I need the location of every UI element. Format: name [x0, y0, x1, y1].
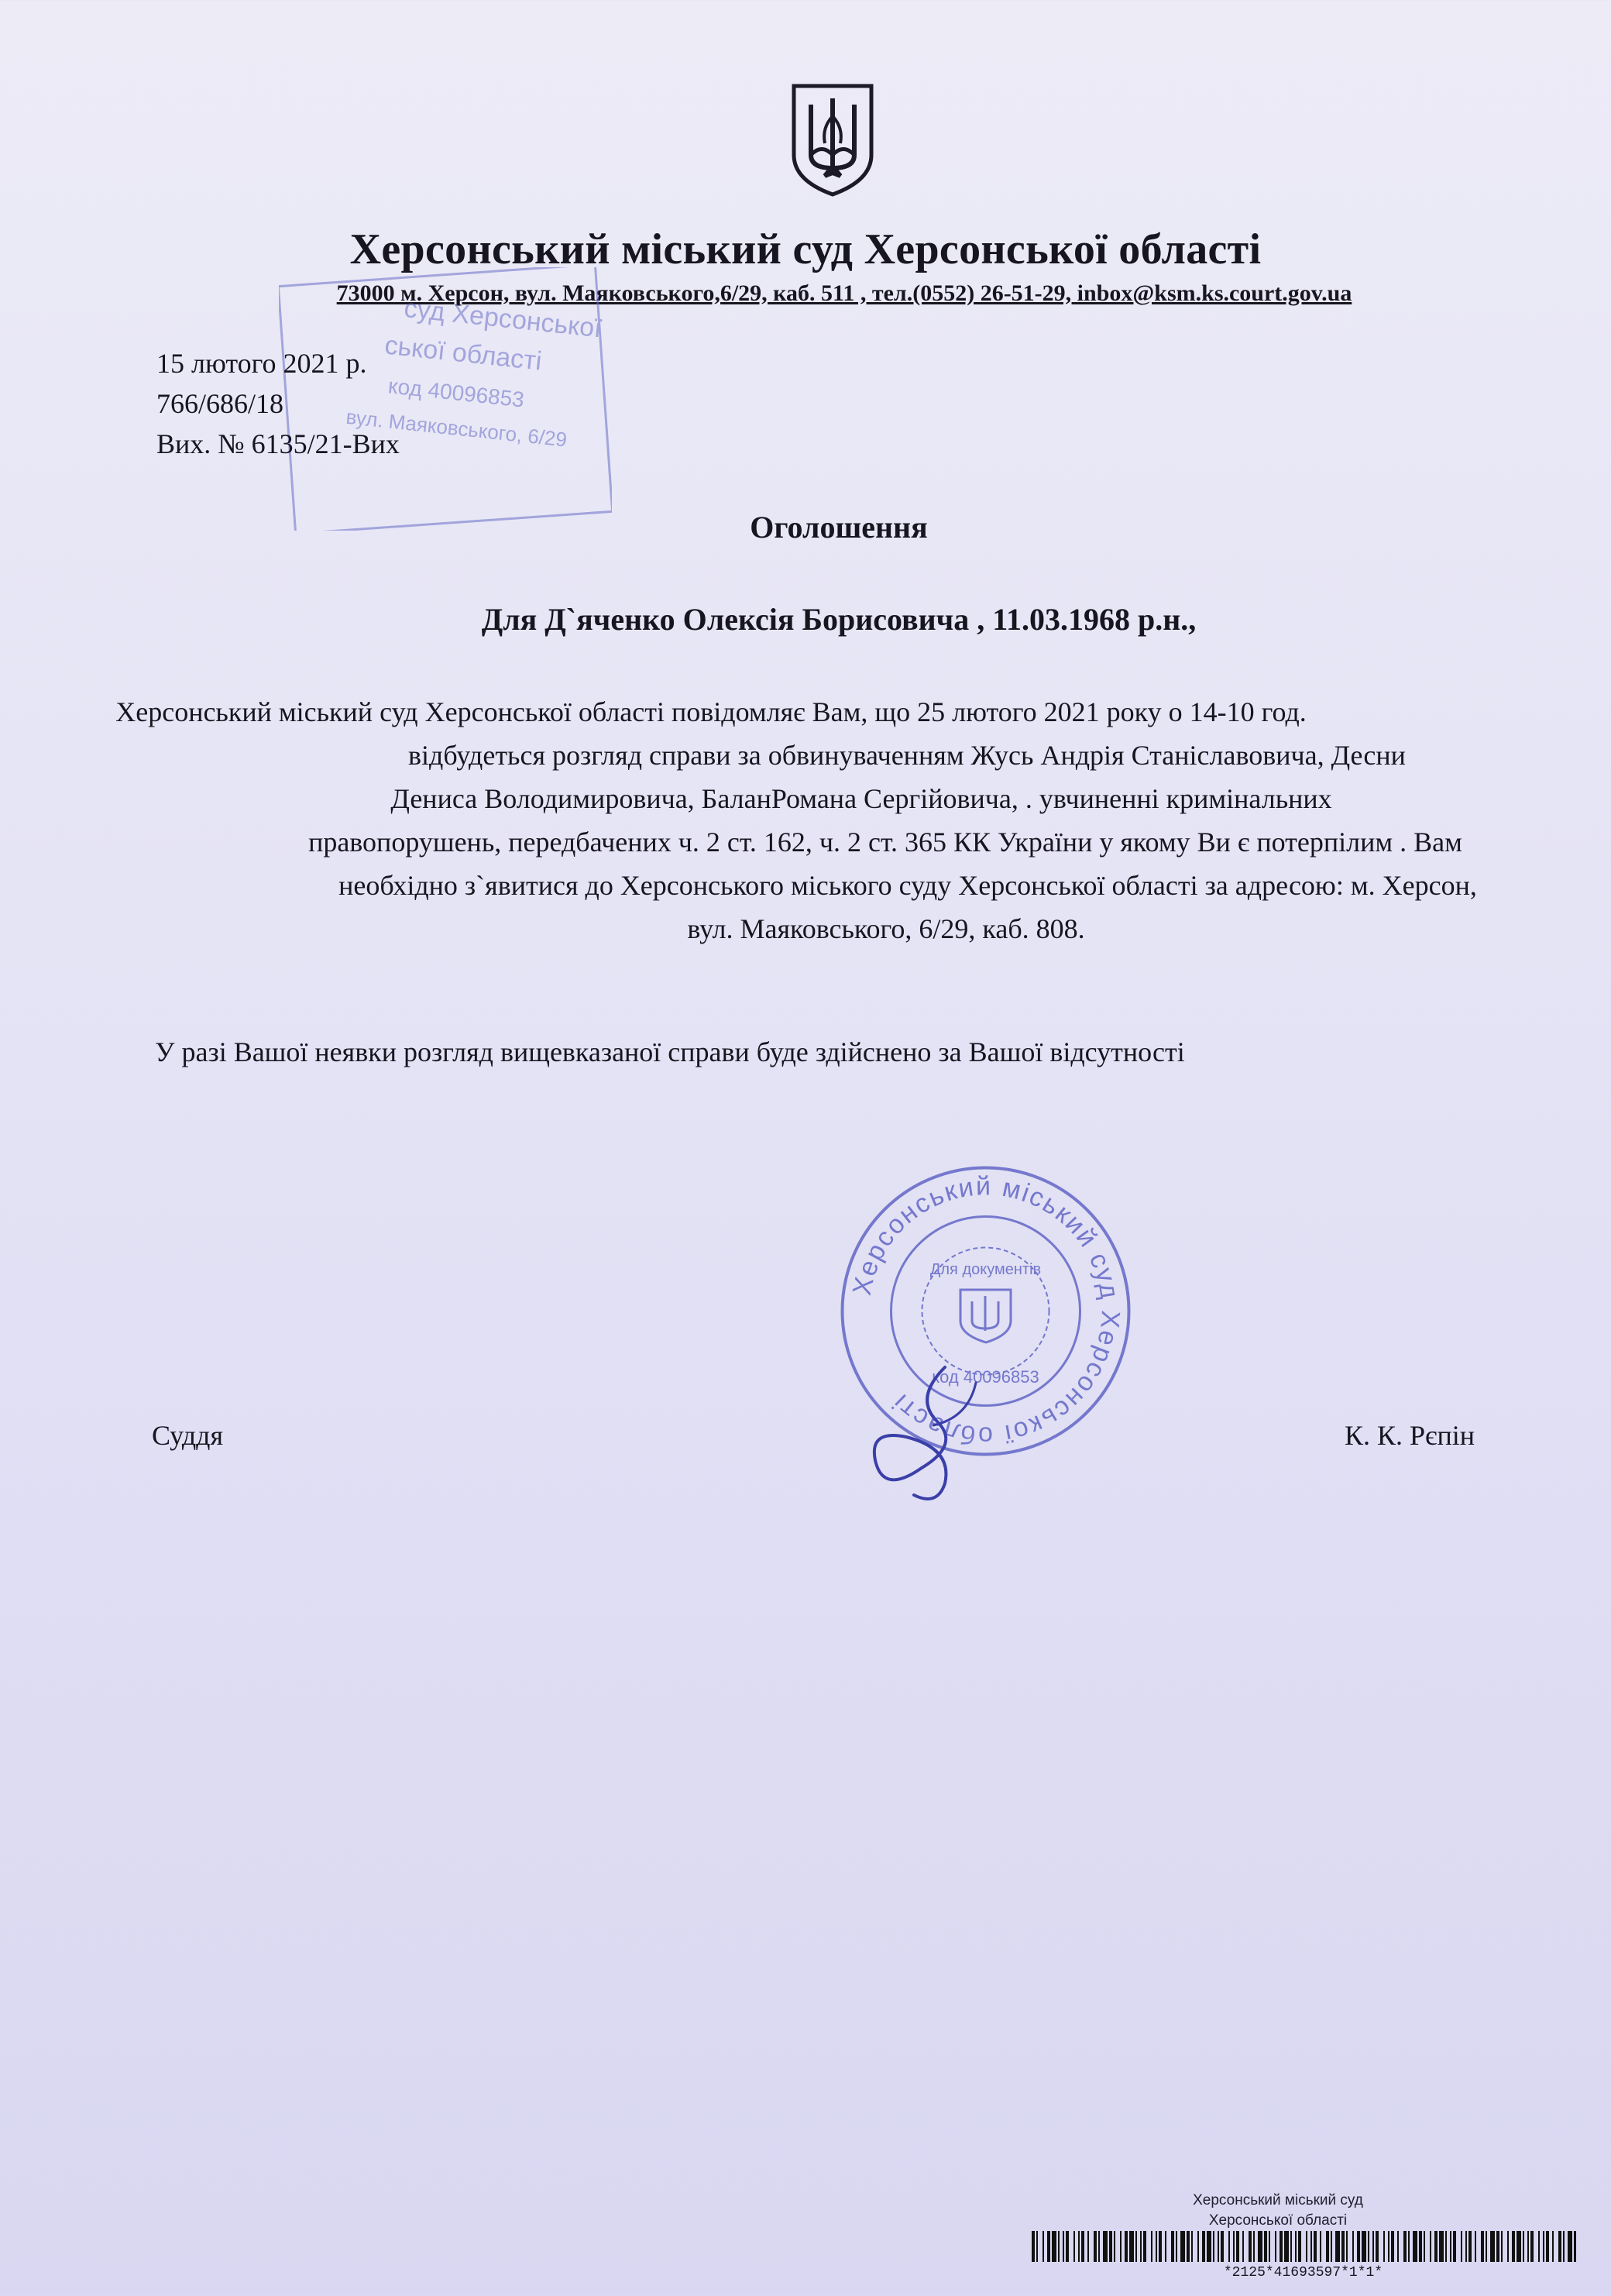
judge-signature [860, 1352, 1015, 1507]
footer-court-line-1: Херсонський міський суд [1193, 2192, 1363, 2208]
stamp-square-line-2: ської області [383, 330, 544, 376]
seal-code-text: код 40096853 [932, 1367, 1039, 1387]
court-address: 73000 м. Херсон, вул. Маяковського,6/29, каб. 511 , тел.(0552) 26-51-29, inbox@ksm.ks.court.gov.ua [336, 280, 1352, 306]
stamp-square-line-3: код 40096853 [386, 373, 526, 412]
body-line-1: Херсонський міський суд Херсонської області повідомляє Вам, що 25 лютого 2021 року о 14-10 год. [115, 696, 1307, 727]
judge-name: К. К. Рєпін [1345, 1420, 1475, 1451]
seal-inner-text: Для документів [929, 1261, 1042, 1278]
court-name: Херсонський міський суд Херсонської області [349, 225, 1262, 273]
document-date: 15 лютого 2021 р. [156, 348, 367, 379]
body-line-3: Дениса Володимировича, БаланРомана Сергійовича, . увчиненні кримінальних [390, 783, 1332, 814]
stamp-square-line-4: вул. Маяковського, 6/29 [345, 404, 568, 452]
document-barcode [1030, 2231, 1576, 2262]
stamp-square-line-1: суд Херсонської [402, 293, 603, 344]
body-line-2: відбудеться розгляд справи за обвинуваченням Жусь Андрія Станіславовича, Десни [408, 740, 1406, 771]
judge-role-label: Суддя [152, 1420, 224, 1451]
addressee: Для Д`яченко Олексія Борисовича , 11.03.1968 р.н., [481, 602, 1197, 637]
body-line-6: вул. Маяковського, 6/29, каб. 808. [687, 913, 1085, 944]
document-title: Оголошення [750, 510, 928, 545]
registration-stamp [279, 267, 612, 531]
absence-warning: У разі Вашої неявки розгляд вищевказаної справи буде здійснено за Вашої відсутності [155, 1036, 1185, 1067]
barcode-text: *2125*41693597*1*1* [1223, 2265, 1383, 2281]
coat-of-arms-icon [788, 81, 878, 198]
seal-outer-text: Херсонський міський суд Херсонської області [847, 1171, 1125, 1451]
case-number: 766/686/18 [156, 388, 284, 419]
outgoing-number: Вих. № 6135/21-Вих [156, 428, 400, 459]
footer-court-line-2: Херсонської області [1208, 2212, 1348, 2229]
body-line-4: правопорушень, передбачених ч. 2 ст. 162, ч. 2 ст. 365 КК України у якому Ви є потерпілим . Вам [308, 827, 1462, 858]
body-line-5: необхідно з`явитися до Херсонського міського суду Херсонської області за адресою: м. Херсон, [338, 870, 1477, 901]
